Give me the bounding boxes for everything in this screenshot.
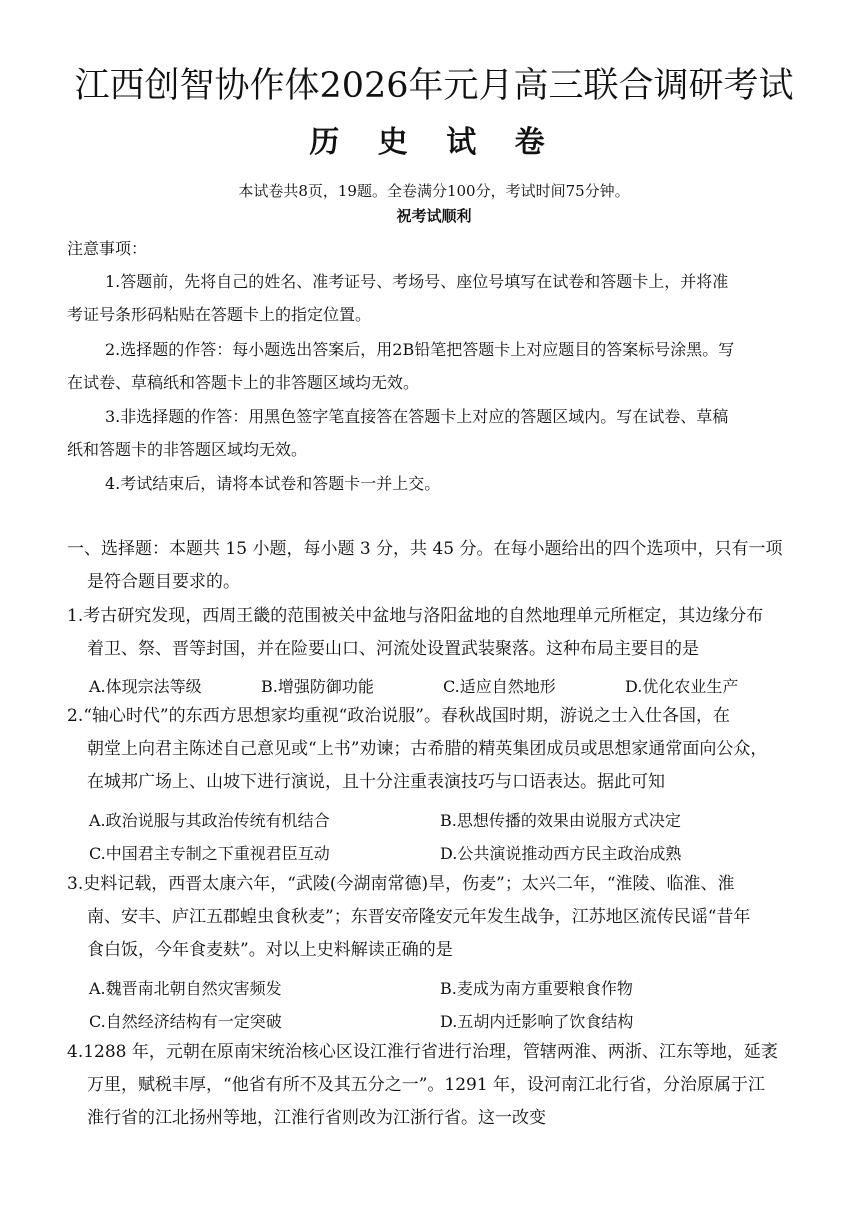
option-a: A.政治说服与其政治传统有机结合 bbox=[89, 811, 330, 830]
note-item-2 bbox=[67, 333, 807, 399]
exam-title: 江西创智协作体2026年元月高三联合调研考试 bbox=[74, 66, 794, 106]
note-line: 4.考试结束后，请将本试卷和答题卡一并上交。 bbox=[105, 474, 441, 493]
question-line: 南、安丰、庐江五郡蝗虫食秋麦”；东晋安帝隆安元年发生战争，江苏地区流传民谣“昔年 bbox=[87, 907, 751, 927]
question-line: 着卫、祭、晋等封国，并在险要山口、河流处设置武装聚落。这种布局主要目的是 bbox=[87, 639, 699, 659]
question-line: 4.1288 年，元朝在原南宋统治核心区设江淮行省进行治理，管辖两淮、两浙、江东等地，延袤 bbox=[67, 1042, 778, 1062]
question-line: 1.考古研究发现，西周王畿的范围被关中盆地与洛阳盆地的自然地理单元所框定，其边缘分布 bbox=[67, 606, 764, 626]
option-c: C.中国君主专制之下重视君臣互动 bbox=[89, 844, 330, 863]
question-1 bbox=[67, 600, 807, 666]
option-b: B.麦成为南方重要粮食作物 bbox=[440, 979, 633, 998]
option-a: A.魏晋南北朝自然灾害频发 bbox=[89, 979, 282, 998]
question-line: 在城邦广场上、山坡下进行演说，且十分注重表演技巧与口语表达。据此可知 bbox=[87, 772, 665, 792]
note-line: 考证号条形码粘贴在答题卡上的指定位置。 bbox=[67, 305, 372, 324]
note-item-3 bbox=[67, 400, 807, 466]
option-c: C.自然经济结构有一定突破 bbox=[89, 1012, 282, 1031]
note-line: 2.选择题的作答：每小题选出答案后，用2B铅笔把答题卡上对应题目的答案标号涂黑。写 bbox=[105, 340, 735, 359]
note-line: 在试卷、草稿纸和答题卡上的非答题区域均无效。 bbox=[67, 373, 420, 392]
section-line: 是符合题目要求的。 bbox=[87, 572, 240, 592]
question-4 bbox=[67, 1036, 807, 1135]
exam-info: 本试卷共8页，19题。全卷满分100分，考试时间75分钟。 bbox=[238, 182, 630, 200]
exam-wish: 祝考试顺利 bbox=[396, 207, 472, 225]
note-line: 1.答题前，先将自己的姓名、准考证号、考场号、座位号填写在试卷和答题卡上，并将准 bbox=[105, 272, 729, 291]
option-a: A.体现宗法等级 bbox=[89, 677, 202, 696]
question-line: 万里，赋税丰厚，“他省有所不及其五分之一”。1291 年，设河南江北行省，分治原属于江 bbox=[87, 1075, 766, 1095]
notes-heading: 注意事项： bbox=[67, 239, 148, 258]
note-line: 3.非选择题的作答：用黑色签字笔直接答在答题卡上对应的答题区域内。写在试卷、草稿 bbox=[105, 407, 729, 426]
question-line: 淮行省的江北扬州等地，江淮行省则改为江浙行省。这一改变 bbox=[87, 1108, 546, 1128]
option-d: D.公共演说推动西方民主政治成熟 bbox=[440, 844, 682, 863]
question-line: 朝堂上向君主陈述自己意见或“上书”劝谏；古希腊的精英集团成员或思想家通常面向公众， bbox=[87, 739, 768, 759]
option-b: B.增强防御功能 bbox=[261, 677, 374, 696]
question-line: 3.史料记载，西晋太康六年，“武陵(今湖南常德)旱，伤麦”；太兴二年，“淮陵、临淮、淮 bbox=[67, 874, 735, 894]
question-line: 2.“轴心时代”的东西方思想家均重视“政治说服”。春秋战国时期，游说之士入仕各国，在 bbox=[67, 706, 730, 726]
question-3 bbox=[67, 868, 807, 967]
note-item-4 bbox=[67, 467, 807, 500]
option-b: B.思想传播的效果由说服方式决定 bbox=[440, 811, 681, 830]
section-heading bbox=[67, 533, 807, 599]
question-2 bbox=[67, 700, 807, 799]
exam-subtitle: 历 史 试 卷 bbox=[309, 125, 559, 160]
option-c: C.适应自然地形 bbox=[443, 677, 556, 696]
note-line: 纸和答题卡的非答题区域均无效。 bbox=[67, 440, 308, 459]
note-item-1 bbox=[67, 265, 807, 331]
section-line: 一、选择题：本题共 15 小题，每小题 3 分，共 45 分。在每小题给出的四个选项中，只有一项 bbox=[67, 539, 783, 559]
question-1-options bbox=[89, 674, 789, 697]
question-line: 食白饭，今年食麦麸”。对以上史料解读正确的是 bbox=[87, 940, 453, 960]
option-d: D.优化农业生产 bbox=[625, 677, 739, 696]
option-d: D.五胡内迁影响了饮食结构 bbox=[440, 1012, 634, 1031]
